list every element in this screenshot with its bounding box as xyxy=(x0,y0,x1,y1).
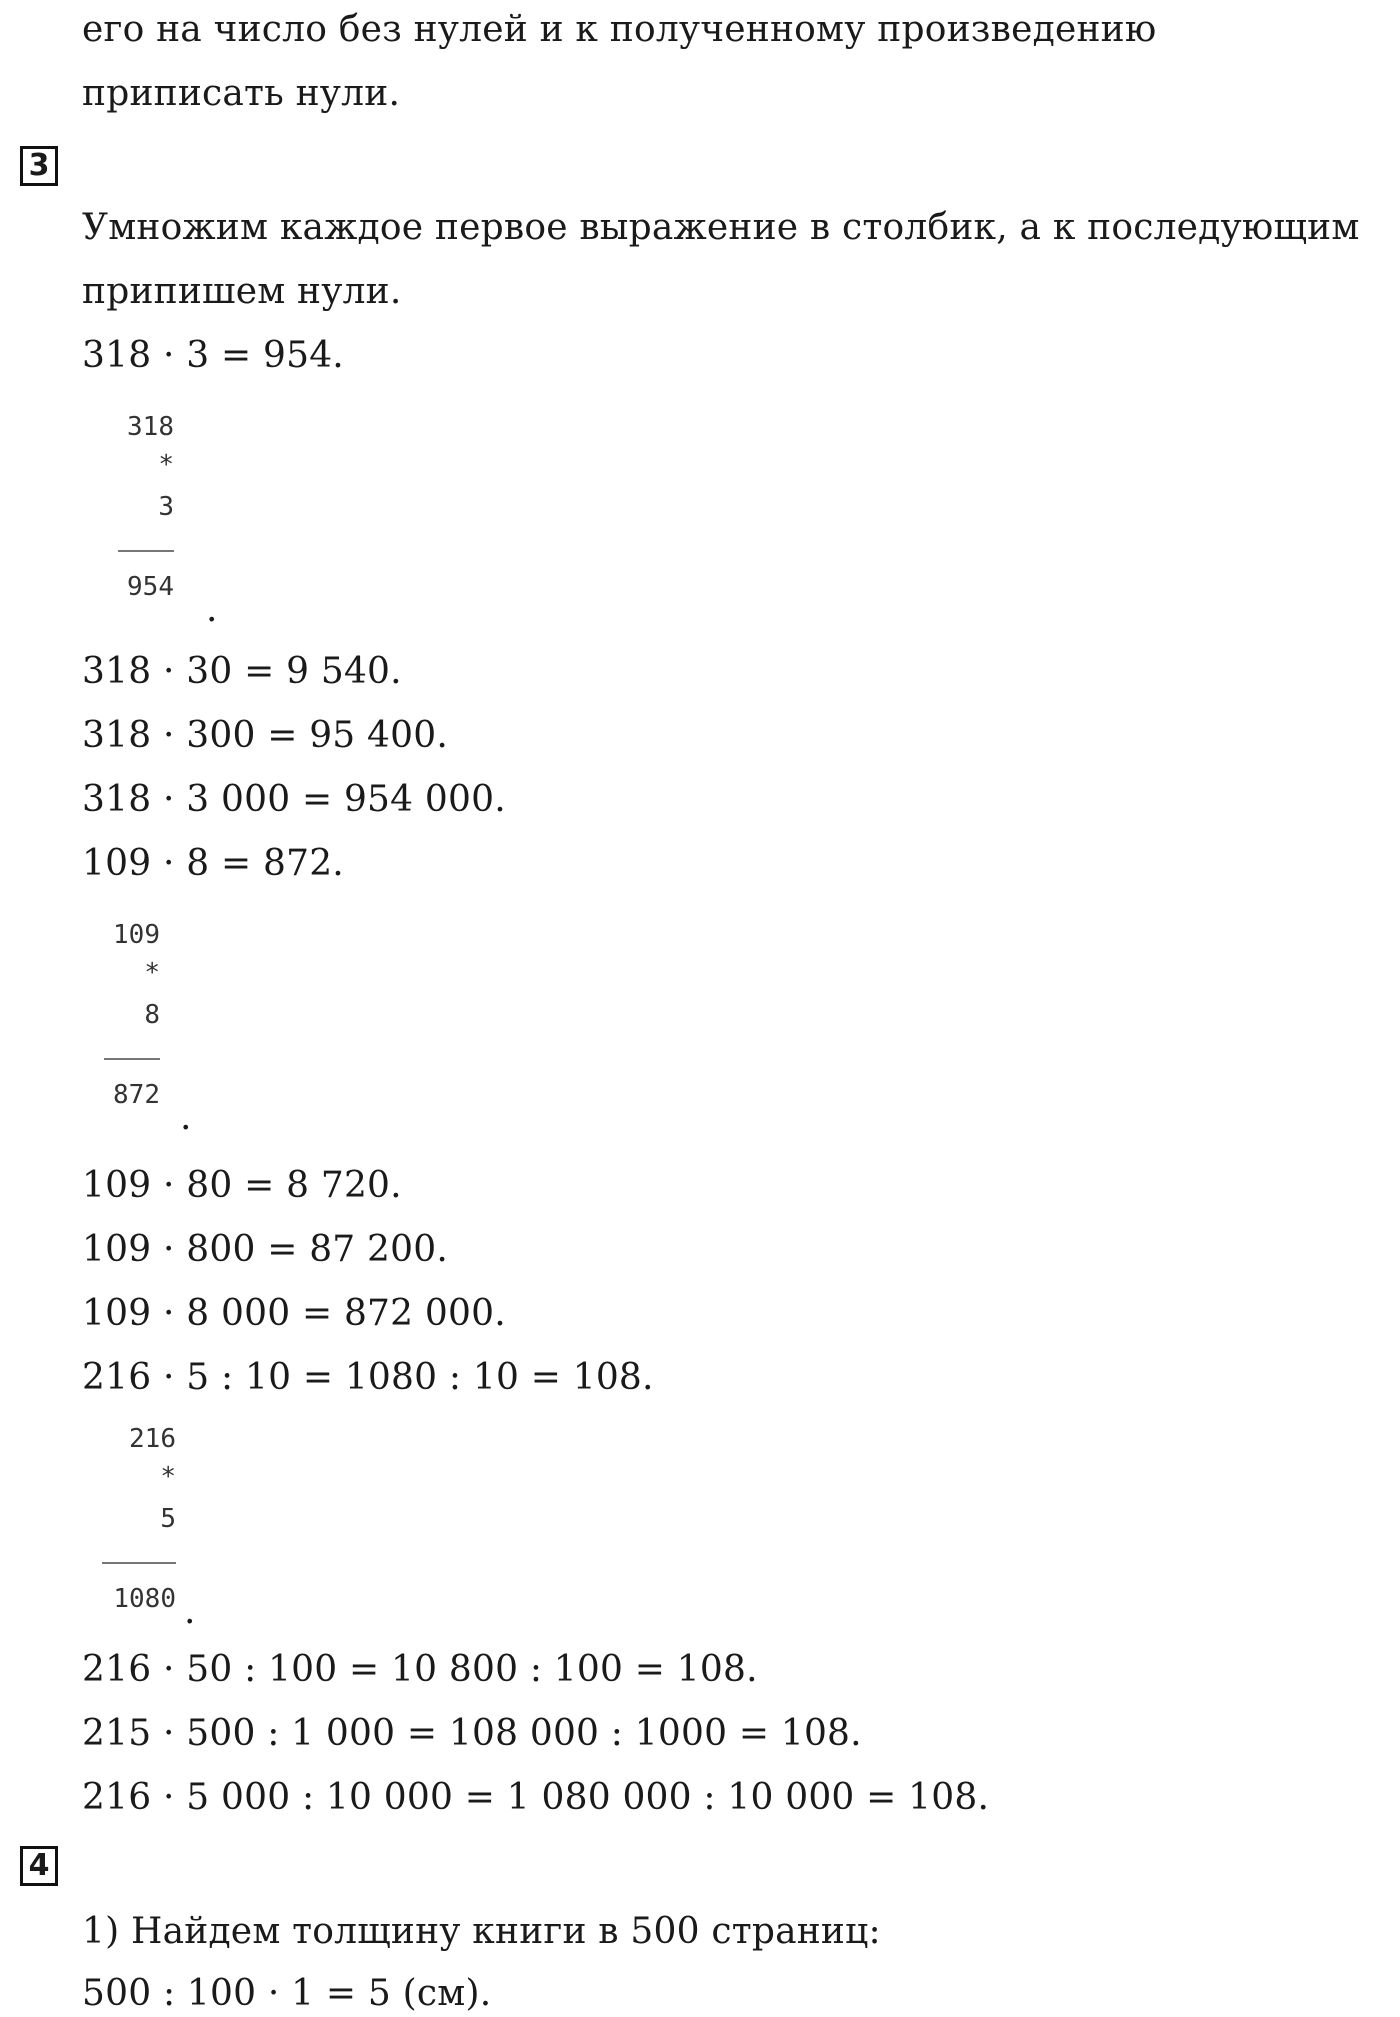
equation-216x5-div-10: 216 · 5 : 10 = 1080 : 10 = 108. xyxy=(82,1357,654,1398)
column-operator: * xyxy=(144,958,160,988)
equation-109x80: 109 · 80 = 8 720. xyxy=(82,1165,402,1206)
column-1-period: . xyxy=(206,589,218,630)
task-4-number: 4 xyxy=(20,1846,58,1886)
equation-318x3: 318 · 3 = 954. xyxy=(82,335,344,376)
column-result: 1080 xyxy=(113,1584,176,1614)
column-multiplication-318x3 xyxy=(110,412,174,612)
column-multiplication-109x8 xyxy=(96,920,160,1120)
column-3-period: . xyxy=(184,1591,196,1632)
column-divider-line xyxy=(104,1058,160,1060)
column-top-number: 216 xyxy=(129,1424,176,1454)
equation-109x8: 109 · 8 = 872. xyxy=(82,843,344,884)
equation-109x8000: 109 · 8 000 = 872 000. xyxy=(82,1293,506,1334)
column-bottom-number: 8 xyxy=(144,1000,160,1030)
equation-215x500-div-1000: 215 · 500 : 1 000 = 108 000 : 1000 = 108. xyxy=(82,1713,862,1754)
column-top-number: 109 xyxy=(113,920,160,950)
column-divider-line xyxy=(118,550,174,552)
column-operator: * xyxy=(158,450,174,480)
equation-318x30: 318 · 30 = 9 540. xyxy=(82,651,402,692)
intro-line-1: его на число без нулей и к полученному произведению xyxy=(82,9,1157,50)
column-divider-line xyxy=(102,1562,176,1564)
equation-216x5000-div-10000: 216 · 5 000 : 10 000 = 1 080 000 : 10 000 = 108. xyxy=(82,1777,990,1818)
column-bottom-number: 5 xyxy=(160,1504,176,1534)
equation-318x300: 318 · 300 = 95 400. xyxy=(82,715,449,756)
equation-109x800: 109 · 800 = 87 200. xyxy=(82,1229,449,1270)
column-2-period: . xyxy=(180,1097,192,1138)
task-4-text-line-1: 1) Найдем толщину книги в 500 страниц: xyxy=(82,1911,881,1952)
task-3-text-line-2: припишем нули. xyxy=(82,271,402,312)
task-3-number: 3 xyxy=(20,146,58,186)
intro-line-2: приписать нули. xyxy=(82,73,401,114)
column-operator: * xyxy=(160,1462,176,1492)
column-bottom-number: 3 xyxy=(158,492,174,522)
equation-318x3000: 318 · 3 000 = 954 000. xyxy=(82,779,506,820)
equation-500-div-100x1: 500 : 100 · 1 = 5 (см). xyxy=(82,1973,492,2014)
column-multiplication-216x5 xyxy=(96,1424,176,1624)
column-top-number: 318 xyxy=(127,412,174,442)
column-result: 954 xyxy=(127,572,174,602)
equation-216x50-div-100: 216 · 50 : 100 = 10 800 : 100 = 108. xyxy=(82,1649,758,1690)
column-result: 872 xyxy=(113,1080,160,1110)
task-3-text-line-1: Умножим каждое первое выражение в столбик, а к последующим xyxy=(82,207,1360,248)
